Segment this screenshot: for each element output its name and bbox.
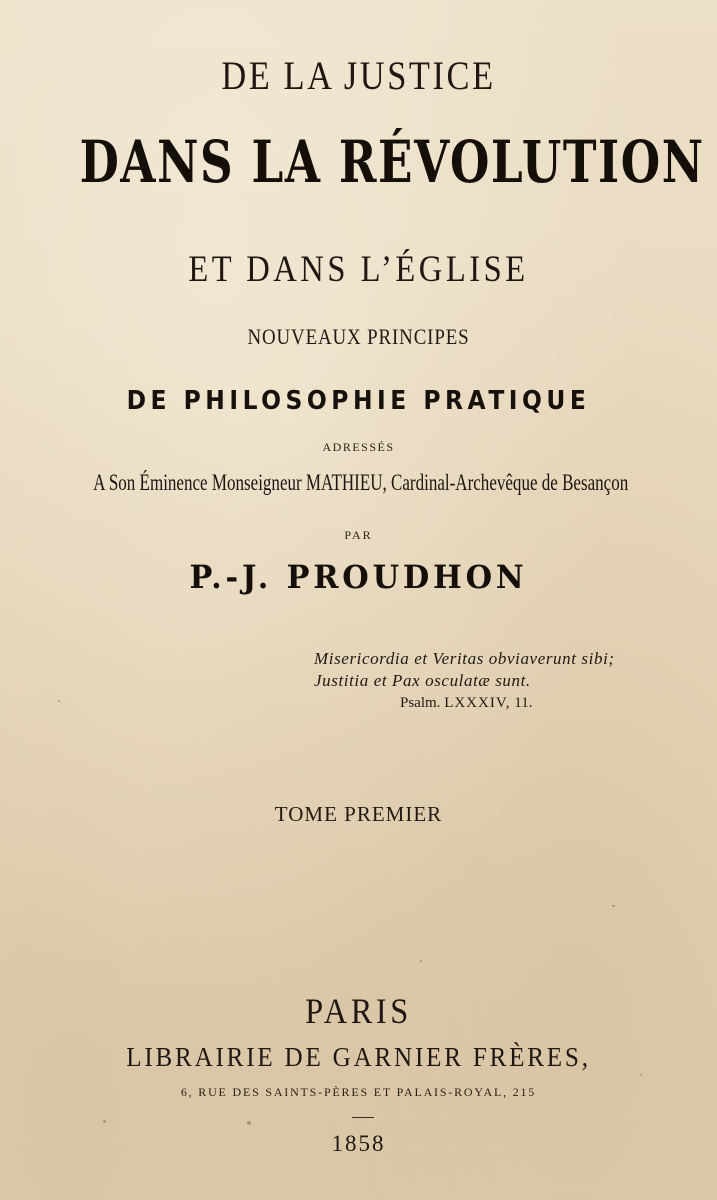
paper-speck [420, 960, 422, 962]
subtitle-line-2: DE PHILOSOPHIE PRATIQUE [126, 386, 591, 416]
title-line-1: DE LA JUSTICE [221, 53, 496, 98]
epigraph-line-2: Justitia et Pax osculatæ sunt. [314, 671, 531, 690]
subtitle-line-1: NOUVEAUX PRINCIPES [247, 324, 470, 349]
paper-speck [103, 1120, 106, 1123]
title-line-3: ET DANS L’ÉGLISE [188, 249, 529, 290]
epigraph-reference-book: Psalm. [400, 695, 441, 711]
volume-label: TOME PREMIER [274, 802, 443, 826]
paper-speck [58, 700, 60, 702]
author-name: P.-J. PROUDHON [189, 558, 528, 596]
paper-speck [640, 1074, 642, 1076]
divider-rule [352, 1117, 374, 1118]
addressed-label: ADRESSÉS [322, 440, 395, 454]
imprint-year: 1858 [331, 1131, 386, 1156]
paper-speck [612, 905, 615, 907]
imprint-city: PARIS [305, 991, 412, 1031]
imprint-address: 6, RUE DES SAINTS-PÈRES ET PALAIS-ROYAL, 215 [180, 1085, 537, 1099]
epigraph-line-1: Misericordia et Veritas obviaverunt sibi; [314, 649, 615, 668]
epigraph-reference [400, 692, 694, 714]
epigraph-reference-chapter: LXXXIV, [444, 695, 511, 711]
epigraph [314, 648, 694, 714]
epigraph-reference-verse: 11. [514, 695, 533, 711]
dedication-recipient: A Son Éminence Monseigneur MATHIEU, Cardinal-Archevêque de Besançon [93, 470, 629, 495]
by-label: PAR [344, 528, 373, 542]
paper-speck [247, 1121, 251, 1125]
title-line-2: DANS LA RÉVOLUTION [79, 128, 705, 196]
imprint-publisher: LIBRAIRIE DE GARNIER FRÈRES, [126, 1042, 591, 1072]
